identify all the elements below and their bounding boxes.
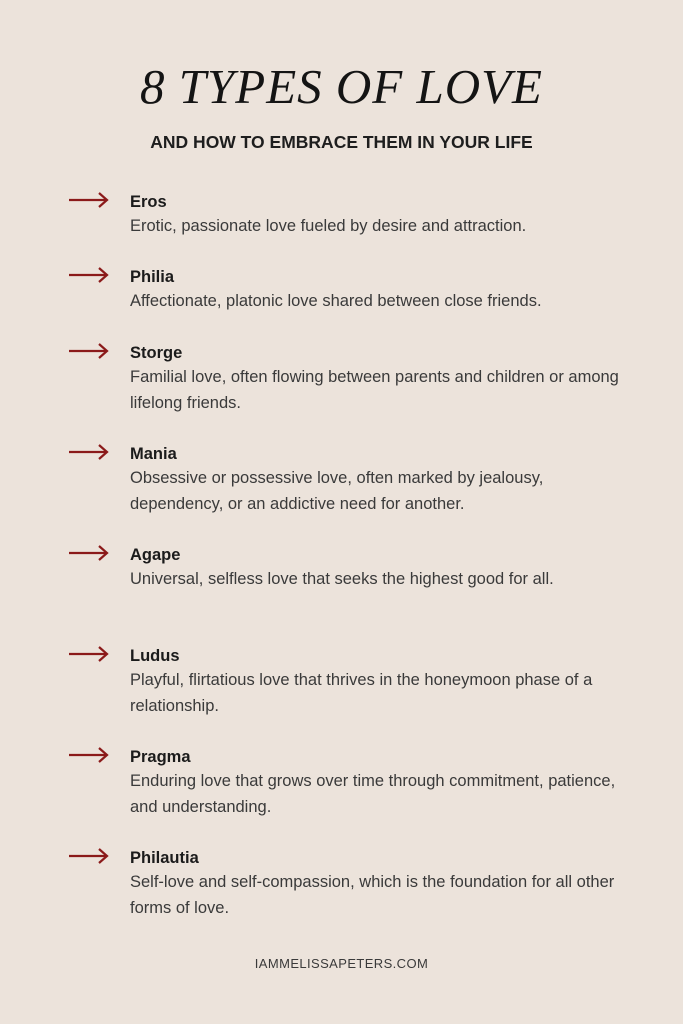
love-type-description: Self-love and self-compassion, which is the foundation for all other forms of love. bbox=[130, 873, 615, 917]
love-type-description: Affectionate, platonic love shared between close friends. bbox=[130, 292, 542, 310]
page-title: 8 TYPES OF LOVE bbox=[140, 59, 543, 114]
page-subtitle: AND HOW TO EMBRACE THEM IN YOUR LIFE bbox=[150, 132, 533, 152]
arrow-right-icon bbox=[68, 444, 110, 460]
arrow-right-icon bbox=[68, 848, 110, 864]
love-type-description: Universal, selfless love that seeks the highest good for all. bbox=[130, 570, 554, 588]
love-type-name: Ludus bbox=[130, 647, 180, 665]
arrow-right-icon bbox=[68, 192, 110, 208]
arrow-right-icon bbox=[68, 747, 110, 763]
love-type-description: Enduring love that grows over time through commitment, patience, and understanding. bbox=[130, 772, 616, 816]
arrow-right-icon bbox=[68, 545, 110, 561]
love-type-name: Philautia bbox=[130, 849, 199, 867]
love-type-name: Eros bbox=[130, 193, 167, 211]
love-type-name: Philia bbox=[130, 268, 175, 286]
love-type-description: Familial love, often flowing between parents and children or among lifelong friends. bbox=[130, 368, 619, 412]
love-type-description: Playful, flirtatious love that thrives in the honeymoon phase of a relationship. bbox=[130, 671, 593, 715]
arrow-right-icon bbox=[68, 267, 110, 283]
love-type-name: Storge bbox=[130, 344, 183, 362]
love-type-description: Obsessive or possessive love, often marked by jealousy, dependency, or an addictive need for another. bbox=[130, 469, 544, 513]
arrow-right-icon bbox=[68, 646, 110, 662]
love-type-name: Agape bbox=[130, 546, 181, 564]
love-type-name: Pragma bbox=[130, 748, 191, 766]
love-type-name: Mania bbox=[130, 445, 177, 463]
website-footer: IAMMELISSAPETERS.COM bbox=[254, 956, 429, 971]
arrow-right-icon bbox=[68, 343, 110, 359]
love-type-description: Erotic, passionate love fueled by desire and attraction. bbox=[130, 217, 527, 235]
